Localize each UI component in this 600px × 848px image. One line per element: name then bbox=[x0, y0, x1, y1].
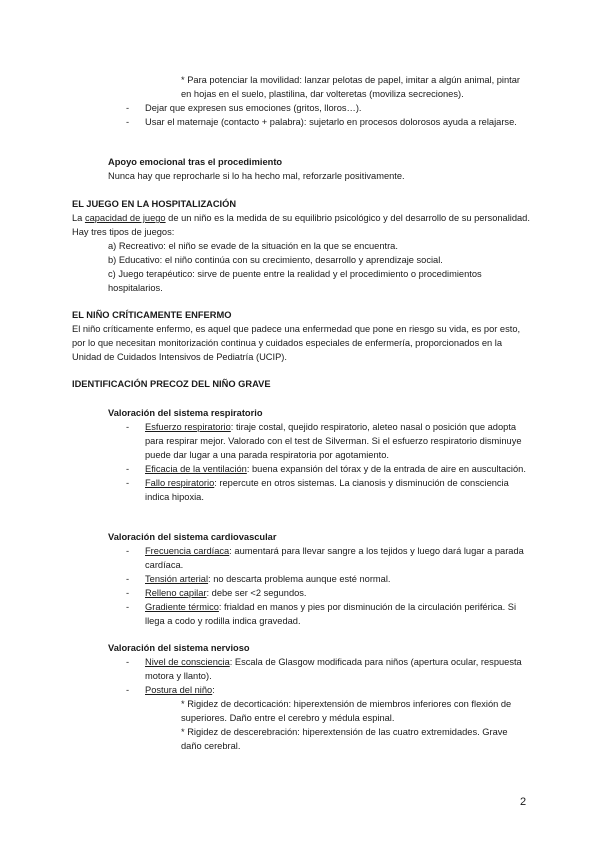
list-item-text: : tiraje costal, quejido respiratorio, aleteo nasal o posición que adopta para respirar mejor. Valorado con el test de Silverman. Si el esfuerzo respiratorio disminuye puede dar lugar a una parada respiratoria por agotamiento. bbox=[145, 422, 522, 460]
list-item bbox=[126, 655, 528, 683]
list-item-text: Dejar que expresen sus emociones (gritos, lloros…). bbox=[145, 103, 362, 113]
list-item bbox=[126, 101, 530, 115]
list-item-text: : frialdad en manos y pies por disminución de la circulación periférica. Si llega a codo y rodilla indica gravedad. bbox=[145, 602, 517, 626]
cardiovascular-heading: Valoración del sistema cardiovascular bbox=[108, 532, 277, 542]
juego-intro-suffix: de un niño es la medida de su equilibrio psicológico y del desarrollo de su personalidad. Hay tres tipos de juegos: bbox=[72, 213, 530, 237]
list-item-term: Eficacia de la ventilación bbox=[145, 464, 247, 474]
juego-type: c) Juego terapéutico: sirve de puente entre la realidad y el procedimiento o procedimientos hospitalarios. bbox=[108, 269, 482, 293]
list-item-text: : repercute en otros sistemas. La cianosis y disminución de consciencia indica hipoxia. bbox=[145, 478, 509, 502]
list-item bbox=[126, 586, 528, 600]
list-item bbox=[126, 420, 528, 462]
list-item-text: : debe ser <2 segundos. bbox=[206, 588, 307, 598]
list-item-text: : buena expansión del tórax y de la entrada de aire en auscultación. bbox=[246, 464, 526, 474]
list-dash: - bbox=[126, 103, 130, 113]
juego-type: b) Educativo: el niño continúa con su crecimiento, desarrollo y aprendizaje social. bbox=[108, 255, 443, 265]
list-item-text: : Escala de Glasgow modificada para niños (apertura ocular, respuesta motora y llanto). bbox=[145, 657, 522, 681]
list-item-term: Fallo respiratorio bbox=[145, 478, 215, 488]
identificacion-section bbox=[72, 377, 534, 391]
list-item bbox=[126, 462, 528, 476]
list-item bbox=[126, 544, 528, 572]
juego-intro bbox=[72, 211, 534, 239]
cardiovascular-section bbox=[108, 530, 528, 628]
cardiovascular-list bbox=[108, 544, 528, 628]
list-item-term: Relleno capilar bbox=[145, 588, 207, 598]
respiratorio-heading: Valoración del sistema respiratorio bbox=[108, 408, 263, 418]
list-dash: - bbox=[126, 602, 130, 612]
apoyo-text: Nunca hay que reprocharle si lo ha hecho mal, reforzarle positivamente. bbox=[108, 171, 405, 181]
list-item-term: Nivel de consciencia bbox=[145, 657, 230, 667]
critico-heading: EL NIÑO CRÍTICAMENTE ENFERMO bbox=[72, 310, 232, 320]
list-item-term: Frecuencia cardíaca bbox=[145, 546, 230, 556]
list-item-term: Gradiente térmico bbox=[145, 602, 219, 612]
mobility-note bbox=[181, 73, 526, 101]
list-dash: - bbox=[126, 574, 130, 584]
list-item bbox=[126, 115, 530, 129]
list-dash: - bbox=[126, 657, 130, 667]
postura-sublist bbox=[145, 697, 516, 753]
list-item bbox=[126, 572, 528, 586]
list-item-term: Postura del niño bbox=[145, 685, 213, 695]
identificacion-heading: IDENTIFICACIÓN PRECOZ DEL NIÑO GRAVE bbox=[72, 379, 271, 389]
juego-heading: EL JUEGO EN LA HOSPITALIZACIÓN bbox=[72, 199, 237, 209]
postura-subitem: * Rigidez de decorticación: hiperextensión de miembros inferiores con flexión de superiores. Daño entre el cerebro y médula espinal. bbox=[181, 699, 512, 723]
list-item-term: Tensión arterial bbox=[145, 574, 209, 584]
list-item-text: Usar el maternaje (contacto + palabra): sujetarlo en procesos dolorosos ayuda a relajarse. bbox=[145, 117, 517, 127]
nervioso-list bbox=[108, 655, 528, 753]
juego-section bbox=[72, 197, 534, 295]
apoyo-section bbox=[108, 155, 528, 183]
list-dash: - bbox=[126, 546, 130, 556]
list-item-text: : aumentará para llevar sangre a los tejidos y luego dará lugar a parada cardíaca. bbox=[145, 546, 524, 570]
list-item bbox=[126, 600, 528, 628]
juego-types bbox=[72, 239, 534, 295]
critico-section bbox=[72, 308, 534, 364]
list-dash: - bbox=[126, 464, 130, 474]
list-dash: - bbox=[126, 117, 130, 127]
respiratorio-list bbox=[108, 420, 528, 504]
list-dash: - bbox=[126, 422, 130, 432]
page-number: 2 bbox=[520, 796, 527, 808]
list-dash: - bbox=[126, 685, 130, 695]
juego-type: a) Recreativo: el niño se evade de la situación en la que se encuentra. bbox=[108, 241, 398, 251]
list-item-text: : no descarta problema aunque esté normal. bbox=[208, 574, 391, 584]
emotion-list bbox=[126, 101, 530, 129]
list-item-text: : bbox=[212, 685, 215, 695]
list-item-term: Esfuerzo respiratorio bbox=[145, 422, 231, 432]
respiratorio-section bbox=[108, 406, 528, 504]
list-dash: - bbox=[126, 588, 130, 598]
list-item bbox=[126, 476, 528, 504]
list-dash: - bbox=[126, 478, 130, 488]
mobility-note-text: * Para potenciar la movilidad: lanzar pelotas de papel, imitar a algún animal, pintar en hojas en el suelo, plastilina, dar volteretas (moviliza secreciones). bbox=[181, 75, 521, 99]
critico-text: El niño críticamente enfermo, es aquel que padece una enfermedad que pone en riesgo su vida, es por esto, por lo que necesitan monitorización continua y cuidados especiales de enfermería, proporcionados en la Unidad de Cuidados Intensivos de Pediatría (UCIP). bbox=[72, 324, 521, 362]
apoyo-heading: Apoyo emocional tras el procedimiento bbox=[108, 157, 283, 167]
nervioso-section bbox=[108, 641, 528, 753]
juego-intro-term: capacidad de juego bbox=[84, 213, 166, 223]
juego-intro-prefix: La bbox=[72, 213, 85, 223]
nervioso-heading: Valoración del sistema nervioso bbox=[108, 643, 250, 653]
list-item bbox=[126, 683, 528, 697]
postura-subitem: * Rigidez de descerebración: hiperextensión de las cuatro extremidades. Grave daño cerebral. bbox=[181, 727, 508, 751]
